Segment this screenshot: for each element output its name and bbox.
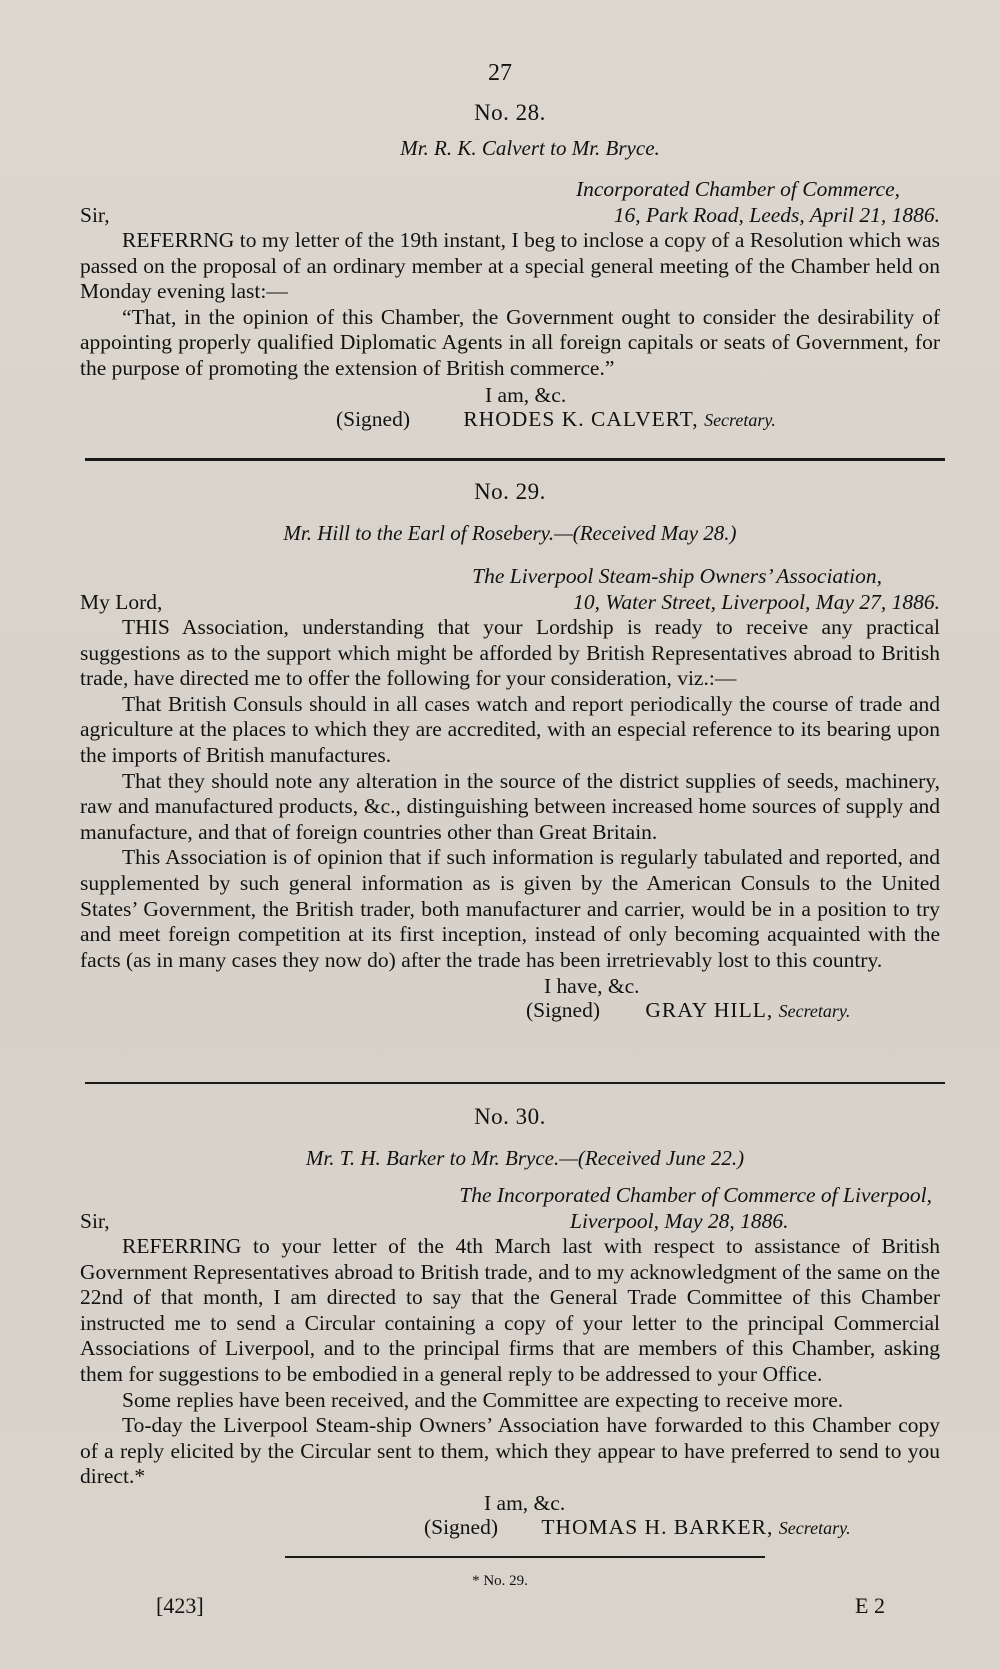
letter-paragraph: “That, in the opinion of this Chamber, the Government ought to consider the desirability of appointing properly qualified Diplomatic Agents in all foreign capitals or seats of Government, for the purpose of promoting the extension of British commerce.” [80,304,940,380]
letter-number: No. 29. [474,479,546,504]
sender-address-line-1: The Incorporated Chamber of Commerce of Liverpool, [459,1183,932,1207]
sheet-mark: E 2 [855,1593,885,1618]
letter-paragraph: This Association is of opinion that if such information is regularly tabulated and reported, and supplemented by such general information as is given by the American Consuls to the United States’ Government, the British trader, both manufacturer and carrier, would be in a position to try and meet foreign competition at its first inception, instead of only becoming acquainted with the facts (as in many cases they now do) after the trade has been irretrievably lost to this country. [80,845,940,972]
sender-address-line-2: 16, Park Road, Leeds, April 21, 1886. [613,203,940,227]
letter-heading: Mr. R. K. Calvert to Mr. Bryce. [400,136,660,160]
section-divider [85,1082,945,1084]
letter-paragraph: THIS Association, understanding that your Lordship is ready to receive any practical suggestions as to the support which might be afforded by British Representatives abroad to British trade, have directed me to offer the following for your consideration, viz.:— [80,615,940,691]
signatory-title: Secretary. [778,1517,851,1538]
sender-address-line-2: 10, Water Street, Liverpool, May 27, 1886. [573,590,940,614]
section-divider [85,458,945,461]
signature-block [80,997,940,1027]
letter-paragraph: Some replies have been received, and the Committee are expecting to receive more. [122,1387,844,1412]
signature-mark: [423] [156,1593,204,1618]
letter-29 [80,479,940,1027]
letter-28 [80,100,940,436]
sender-address-line-1: The Liverpool Steam-ship Owners’ Association, [472,564,882,588]
signatory-title: Secretary. [778,1001,851,1022]
signatory-name: RHODES K. CALVERT, [463,406,699,431]
letter-number: No. 30. [474,1104,546,1129]
sender-address-line-2: Liverpool, May 28, 1886. [570,1209,789,1233]
salutation: Sir, [80,203,110,227]
sender-address-line-1: Incorporated Chamber of Commerce, [575,177,900,201]
salutation: Sir, [80,1209,110,1233]
signed-label: (Signed) [525,998,600,1023]
letter-number: No. 28. [474,100,546,125]
signatory-name: THOMAS H. BARKER, [541,1514,774,1539]
footnote: * No. 29. [472,1573,528,1589]
closing: I am, &c. [485,382,567,407]
signatory-title: Secretary. [704,409,776,430]
letter-paragraph: To-day the Liverpool Steam-ship Owners’ Association have forwarded to this Chamber copy of a reply elicited by the Circular sent to them, which they appear to have preferred to send to you direct.* [80,1413,940,1489]
signature-block [80,1514,940,1544]
signature-block [80,406,940,436]
closing: I have, &c. [544,974,640,999]
page-number: 27 [488,60,512,86]
letter-heading: Mr. Hill to the Earl of Rosebery.—(Received May 28.) [283,521,737,545]
signed-label: (Signed) [423,1514,498,1539]
letter-paragraph: That they should note any alteration in the source of the district supplies of seeds, machinery, raw and manufactured products, &c., distinguishing between increased home sources of supply and manufacture, and that of foreign countries other than Great Britain. [80,768,940,844]
closing: I am, &c. [484,1490,566,1515]
signed-label: (Signed) [335,406,410,431]
letter-paragraph: REFERRNG to my letter of the 19th instant, I beg to inclose a copy of a Resolution which was passed on the proposal of an ordinary member at a special general meeting of the Chamber held on Monday evening last:— [80,228,940,304]
letter-30 [80,1104,940,1544]
footnote-rule [285,1556,765,1558]
letter-heading: Mr. T. H. Barker to Mr. Bryce.—(Received June 22.) [305,1146,745,1170]
salutation: My Lord, [80,590,163,614]
letter-paragraph: That British Consuls should in all cases watch and report periodically the course of trade and agriculture at the places to which they are accredited, with an especial reference to its bearing upon the imports of British manufactures. [80,691,940,767]
signatory-name: GRAY HILL, [645,998,774,1023]
letter-paragraph: REFERRING to your letter of the 4th March last with respect to assistance of British Government Representatives abroad to British trade, and to my acknowledgment of the same on the 22nd of that month, I am directed to say that the General Trade Committee of this Chamber instructed me to send a Circular containing a copy of your letter to the principal Commercial Associations of Liverpool, and to the principal firms that are members of this Chamber, asking them for suggestions to be embodied in a general reply to be addressed to your Office. [80,1234,940,1386]
